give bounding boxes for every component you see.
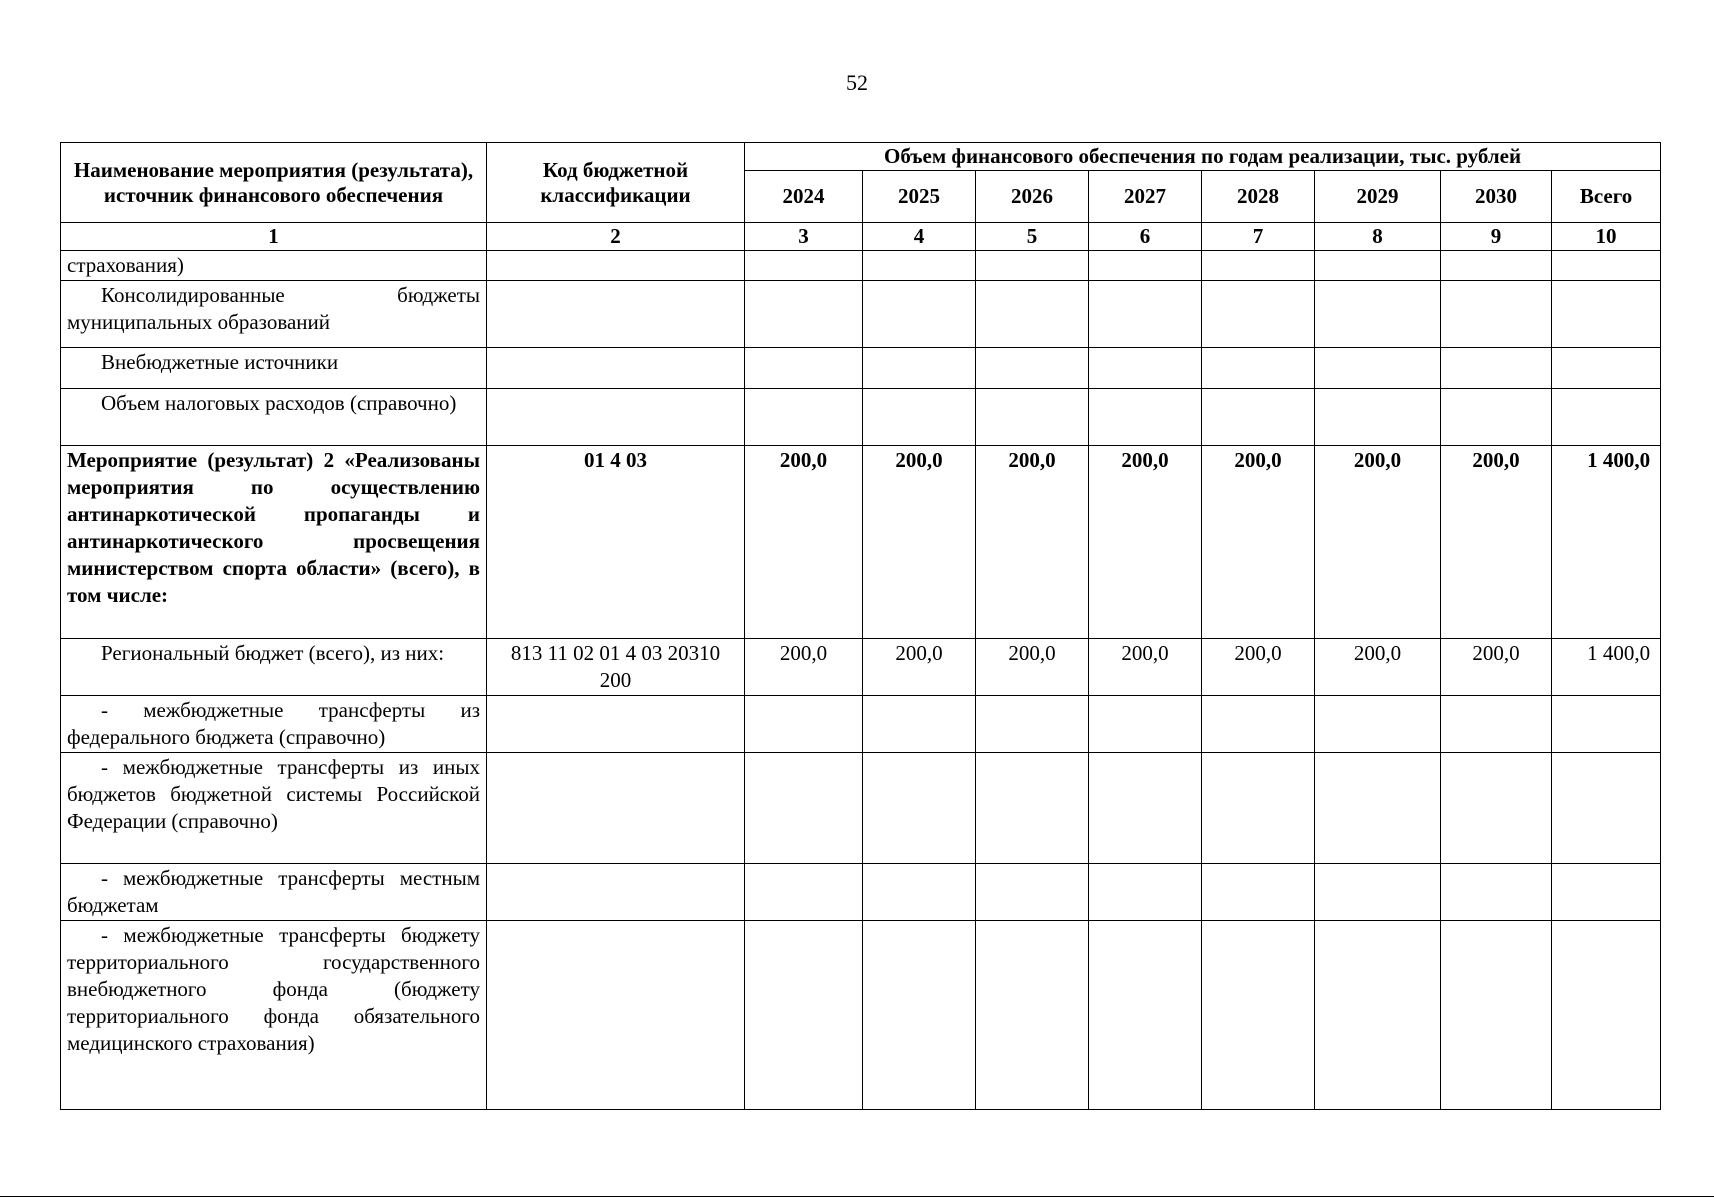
row-value bbox=[1202, 251, 1315, 281]
row-value bbox=[976, 251, 1089, 281]
row-value bbox=[1315, 389, 1441, 446]
row-value bbox=[976, 864, 1089, 921]
row-name: страхования) bbox=[61, 251, 487, 281]
page-number: 52 bbox=[846, 70, 868, 95]
row-code bbox=[487, 696, 745, 753]
row-value bbox=[745, 696, 863, 753]
row-value bbox=[745, 348, 863, 389]
row-code: 01 4 03 bbox=[487, 446, 745, 639]
row-value: 200,0 bbox=[1089, 639, 1202, 696]
row-value bbox=[745, 389, 863, 446]
row-value bbox=[1441, 753, 1552, 864]
row-code bbox=[487, 753, 745, 864]
row-value: 200,0 bbox=[1089, 446, 1202, 639]
row-value bbox=[863, 696, 976, 753]
row-value bbox=[976, 696, 1089, 753]
column-number: 8 bbox=[1315, 223, 1441, 251]
row-value: 200,0 bbox=[863, 446, 976, 639]
header-year: 2030 bbox=[1441, 171, 1552, 223]
row-value bbox=[976, 281, 1089, 348]
row-value: 200,0 bbox=[976, 639, 1089, 696]
table-row bbox=[61, 251, 1661, 281]
row-code bbox=[487, 389, 745, 446]
row-value: 200,0 bbox=[745, 639, 863, 696]
row-value bbox=[976, 921, 1089, 1110]
column-number: 2 bbox=[487, 223, 745, 251]
row-value bbox=[976, 348, 1089, 389]
row-value bbox=[745, 753, 863, 864]
row-total bbox=[1552, 753, 1661, 864]
row-name: Объем налоговых расходов (справочно) bbox=[61, 389, 487, 446]
table-row bbox=[61, 348, 1661, 389]
row-value bbox=[1315, 348, 1441, 389]
column-number-row bbox=[61, 223, 1661, 251]
row-name: Внебюджетные источники bbox=[61, 348, 487, 389]
row-value bbox=[745, 864, 863, 921]
row-value bbox=[863, 251, 976, 281]
row-name: - межбюджетные трансферты из иных бюджетов бюджетной системы Российской Федерации (справочно) bbox=[61, 753, 487, 864]
row-value bbox=[1441, 921, 1552, 1110]
row-value bbox=[1315, 251, 1441, 281]
table-row bbox=[61, 639, 1661, 696]
row-code bbox=[487, 281, 745, 348]
row-value bbox=[1089, 251, 1202, 281]
row-code bbox=[487, 921, 745, 1110]
row-value: 200,0 bbox=[745, 446, 863, 639]
row-value bbox=[1441, 348, 1552, 389]
header-year: 2024 bbox=[745, 171, 863, 223]
row-total: 1 400,0 bbox=[1552, 446, 1661, 639]
row-code: 813 11 02 01 4 03 20310 200 bbox=[487, 639, 745, 696]
header-total: Всего bbox=[1552, 171, 1661, 223]
row-value bbox=[863, 753, 976, 864]
row-value bbox=[1202, 348, 1315, 389]
header-year: 2027 bbox=[1089, 171, 1202, 223]
row-value bbox=[1315, 696, 1441, 753]
row-value: 200,0 bbox=[1315, 639, 1441, 696]
row-value bbox=[745, 251, 863, 281]
row-value: 200,0 bbox=[1441, 446, 1552, 639]
row-value bbox=[1089, 281, 1202, 348]
row-value bbox=[863, 348, 976, 389]
row-total: 1 400,0 bbox=[1552, 639, 1661, 696]
row-code bbox=[487, 864, 745, 921]
header-name: Наименование мероприятия (результата), источник финансового обеспечения bbox=[61, 143, 487, 223]
header-year: 2025 bbox=[863, 171, 976, 223]
table-row bbox=[61, 753, 1661, 864]
row-value bbox=[1202, 389, 1315, 446]
row-total bbox=[1552, 696, 1661, 753]
row-name: Региональный бюджет (всего), из них: bbox=[61, 639, 487, 696]
header-year: 2029 bbox=[1315, 171, 1441, 223]
table-row bbox=[61, 864, 1661, 921]
row-value: 200,0 bbox=[1202, 446, 1315, 639]
financing-table bbox=[60, 142, 1661, 1110]
row-name: - межбюджетные трансферты местным бюджетам bbox=[61, 864, 487, 921]
row-value: 200,0 bbox=[1441, 639, 1552, 696]
column-number: 7 bbox=[1202, 223, 1315, 251]
row-value bbox=[1202, 921, 1315, 1110]
table-row bbox=[61, 446, 1661, 639]
column-number: 10 bbox=[1552, 223, 1661, 251]
row-value bbox=[1202, 864, 1315, 921]
column-number: 9 bbox=[1441, 223, 1552, 251]
row-name: Мероприятие (результат) 2 «Реализованы мероприятия по осуществлению антинаркотической пропаганды и антинаркотического просвещения министерством спорта области» (всего), в том числе: bbox=[61, 446, 487, 639]
row-code bbox=[487, 251, 745, 281]
row-value bbox=[863, 864, 976, 921]
header-year: 2026 bbox=[976, 171, 1089, 223]
table-row bbox=[61, 281, 1661, 348]
row-value bbox=[1315, 281, 1441, 348]
row-value bbox=[863, 389, 976, 446]
row-total bbox=[1552, 281, 1661, 348]
row-value bbox=[745, 921, 863, 1110]
row-value bbox=[863, 921, 976, 1110]
row-value bbox=[1089, 348, 1202, 389]
row-total bbox=[1552, 348, 1661, 389]
column-number: 5 bbox=[976, 223, 1089, 251]
column-number: 1 bbox=[61, 223, 487, 251]
table-row bbox=[61, 696, 1661, 753]
table-row bbox=[61, 389, 1661, 446]
header-volume: Объем финансового обеспечения по годам реализации, тыс. рублей bbox=[745, 143, 1661, 171]
row-value bbox=[745, 281, 863, 348]
page-bottom-rule bbox=[0, 1196, 1714, 1197]
row-value: 200,0 bbox=[976, 446, 1089, 639]
row-value: 200,0 bbox=[1315, 446, 1441, 639]
row-name: - межбюджетные трансферты из федерального бюджета (справочно) bbox=[61, 696, 487, 753]
row-value bbox=[1441, 281, 1552, 348]
row-value bbox=[1089, 696, 1202, 753]
row-value bbox=[1089, 753, 1202, 864]
row-value bbox=[1441, 696, 1552, 753]
row-total bbox=[1552, 864, 1661, 921]
header-code: Код бюджетной классификации bbox=[487, 143, 745, 223]
row-value bbox=[863, 281, 976, 348]
row-value bbox=[1089, 864, 1202, 921]
column-number: 4 bbox=[863, 223, 976, 251]
row-value bbox=[1202, 696, 1315, 753]
header-year: 2028 bbox=[1202, 171, 1315, 223]
row-name: - межбюджетные трансферты бюджету территориального государственного внебюджетного фонда (бюджету территориального фонда обязательного медицинского страхования) bbox=[61, 921, 487, 1110]
row-value: 200,0 bbox=[863, 639, 976, 696]
row-value bbox=[1089, 389, 1202, 446]
financing-table-container bbox=[60, 142, 1660, 1110]
row-total bbox=[1552, 251, 1661, 281]
row-value bbox=[1441, 251, 1552, 281]
row-total bbox=[1552, 389, 1661, 446]
column-number: 3 bbox=[745, 223, 863, 251]
row-value bbox=[976, 389, 1089, 446]
column-number: 6 bbox=[1089, 223, 1202, 251]
row-value bbox=[1315, 921, 1441, 1110]
row-value bbox=[1441, 389, 1552, 446]
row-value bbox=[1089, 921, 1202, 1110]
row-value bbox=[976, 753, 1089, 864]
row-value bbox=[1441, 864, 1552, 921]
row-total bbox=[1552, 921, 1661, 1110]
header-row-1 bbox=[61, 143, 1661, 171]
row-code bbox=[487, 348, 745, 389]
row-value bbox=[1202, 281, 1315, 348]
row-name: Консолидированные бюджеты муниципальных образований bbox=[61, 281, 487, 348]
row-value bbox=[1315, 864, 1441, 921]
row-value: 200,0 bbox=[1202, 639, 1315, 696]
table-row bbox=[61, 921, 1661, 1110]
row-value bbox=[1202, 753, 1315, 864]
row-value bbox=[1315, 753, 1441, 864]
